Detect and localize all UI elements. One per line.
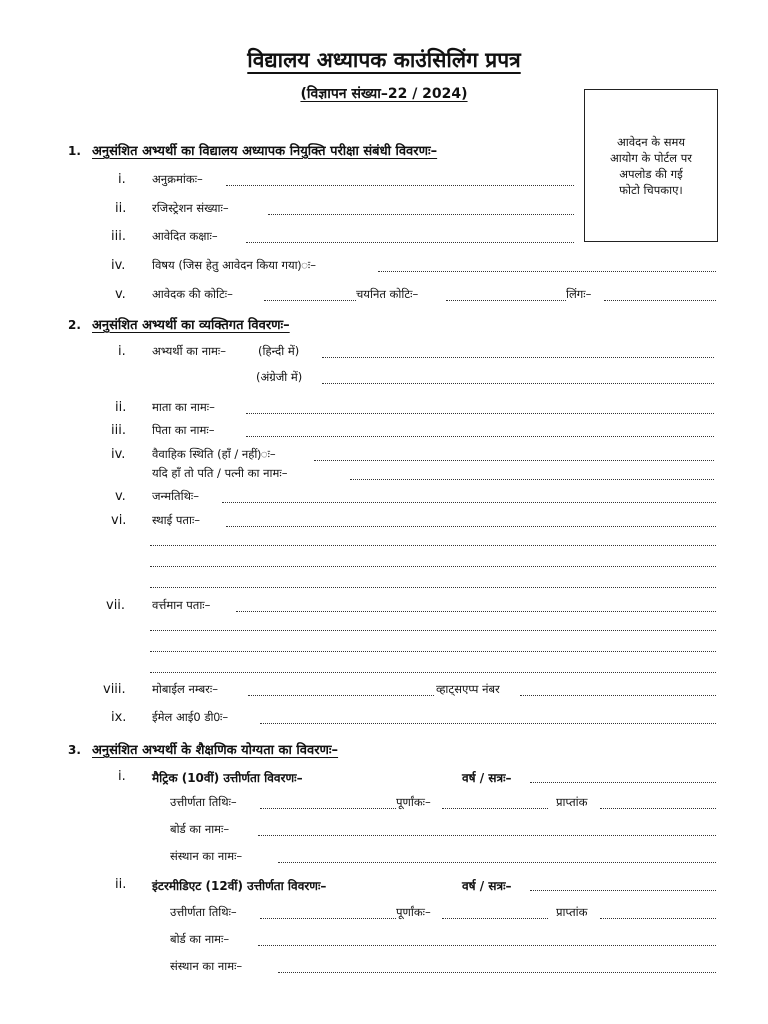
item-number: ii. [115,400,127,415]
roll-number-label: अनुक्रमांकः– [152,172,203,186]
spouse-name-field[interactable] [350,479,714,480]
gender-label: लिंगः– [566,287,592,301]
email-id-label: ईमेल आई0 डी0ः– [152,710,229,724]
form-title: विद्यालय अध्यापक काउंसिलिंग प्रपत्र [247,48,521,72]
item-number: iv. [111,447,126,462]
item-number: iv. [111,258,126,273]
photo-box-line: आवेदन के समय [616,134,686,149]
father-name-label: पिता का नामः– [152,423,215,437]
current-address-field[interactable] [150,630,716,631]
matric-obtained-marks-field[interactable] [600,808,716,809]
matric-details-label: मैट्रिक (10वीं) उत्तीर्णता विवरणः– [152,771,303,785]
mobile-number-field[interactable] [248,695,434,696]
whatsapp-number-field[interactable] [520,695,716,696]
candidate-name-hindi-field[interactable] [322,357,714,358]
item-number: viii. [103,682,126,697]
marital-status-label: वैवाहिक स्थिति (हाँ / नहीं)ः– [152,447,276,461]
item-number: i. [118,344,126,359]
selected-category-label: चयनित कोटिः– [356,287,419,301]
matric-board-field[interactable] [258,835,716,836]
advertisement-number: (विज्ञापन संख्या–22 / 2024) [300,86,468,102]
item-number: i. [118,172,126,187]
class-applied-label: आवेदित कक्षाः– [152,229,218,243]
candidate-name-label: अभ्यर्थी का नामः– [152,344,226,358]
inter-institute-label: संस्थान का नामः– [170,959,243,973]
photo-box-line: फोटो चिपकाए। [619,182,683,197]
mother-name-field[interactable] [246,413,714,414]
date-of-birth-label: जन्मतिथिः– [152,489,200,503]
permanent-address-field[interactable] [150,587,716,588]
inter-year-field[interactable] [530,890,716,891]
matric-institute-field[interactable] [278,862,716,863]
matric-full-marks-field[interactable] [442,808,548,809]
section-3-title: अनुसंशित अभ्यर्थी के शैक्षणिक योग्यता का विवरणः– [92,743,339,758]
section-1-number: 1. [68,144,81,158]
item-number: v. [115,287,126,302]
matric-pass-date-label: उत्तीर्णता तिथिः– [170,795,237,809]
current-address-field[interactable] [236,611,716,612]
registration-number-field[interactable] [268,214,574,215]
email-id-field[interactable] [260,723,716,724]
subject-label: विषय (जिस हेतु आवेदन किया गया)ः– [152,258,316,272]
mother-name-label: माता का नामः– [152,400,215,414]
spouse-name-label: यदि हाँ तो पति / पत्नी का नामः– [152,466,288,480]
inter-board-field[interactable] [258,945,716,946]
inter-full-marks-label: पूर्णांकः– [396,905,431,919]
current-address-field[interactable] [150,651,716,652]
current-address-label: वर्त्तमान पताः– [152,598,211,612]
english-name-label: (अंग्रेजी में) [256,370,303,384]
inter-pass-date-label: उत्तीर्णता तिथिः– [170,905,237,919]
matric-full-marks-label: पूर्णांकः– [396,795,431,809]
item-number: vii. [106,598,126,613]
inter-obtained-marks-field[interactable] [600,918,716,919]
father-name-field[interactable] [246,436,714,437]
registration-number-label: रजिस्ट्रेशन संख्याः– [152,201,229,215]
inter-obtained-marks-label: प्राप्तांक [556,905,588,919]
matric-pass-date-field[interactable] [260,808,396,809]
current-address-field[interactable] [150,672,716,673]
inter-details-label: इंटरमीडिएट (12वीं) उत्तीर्णता विवरणः– [152,879,327,893]
item-number: iii. [111,229,126,244]
photo-box-line: अपलोड की गई [619,166,683,181]
section-3-number: 3. [68,743,81,757]
matric-institute-label: संस्थान का नामः– [170,849,243,863]
gender-field[interactable] [604,300,716,301]
hindi-name-label: (हिन्दी में) [258,344,300,358]
mobile-number-label: मोबाईल नम्बरः– [152,682,218,696]
section-2-title: अनुसंशित अभ्यर्थी का व्यक्तिगत विवरणः– [92,318,290,333]
inter-pass-date-field[interactable] [260,918,396,919]
item-number: ii. [115,201,127,216]
permanent-address-field[interactable] [226,526,716,527]
permanent-address-field[interactable] [150,545,716,546]
item-number: v. [115,489,126,504]
inter-full-marks-field[interactable] [442,918,548,919]
item-number: ix. [111,710,127,725]
photo-placeholder-box [584,89,718,242]
class-applied-field[interactable] [246,242,574,243]
selected-category-field[interactable] [446,300,566,301]
inter-institute-field[interactable] [278,972,716,973]
inter-year-label: वर्ष / सत्रः– [462,879,512,893]
marital-status-field[interactable] [314,460,714,461]
matric-year-label: वर्ष / सत्रः– [462,771,512,785]
applicant-category-field[interactable] [264,300,356,301]
permanent-address-field[interactable] [150,566,716,567]
item-number: ii. [115,877,127,892]
item-number: vi. [111,513,127,528]
inter-board-label: बोर्ड का नामः– [170,932,230,946]
candidate-name-english-field[interactable] [322,383,714,384]
roll-number-field[interactable] [226,185,574,186]
matric-obtained-marks-label: प्राप्तांक [556,795,588,809]
section-2-number: 2. [68,318,81,332]
whatsapp-number-label: व्हाट्सएप्प नंबर [436,682,500,696]
photo-box-line: आयोग के पोर्टल पर [609,150,692,165]
section-1-title: अनुसंशित अभ्यर्थी का विद्यालय अध्यापक नियुक्ति परीक्षा संबंधी विवरणः– [92,144,438,159]
applicant-category-label: आवेदक की कोटिः– [152,287,233,301]
item-number: iii. [111,423,126,438]
permanent-address-label: स्थाई पताः– [152,513,201,527]
matric-year-field[interactable] [530,782,716,783]
subject-field[interactable] [378,271,716,272]
item-number: i. [118,769,126,784]
date-of-birth-field[interactable] [222,502,716,503]
matric-board-label: बोर्ड का नामः– [170,822,230,836]
